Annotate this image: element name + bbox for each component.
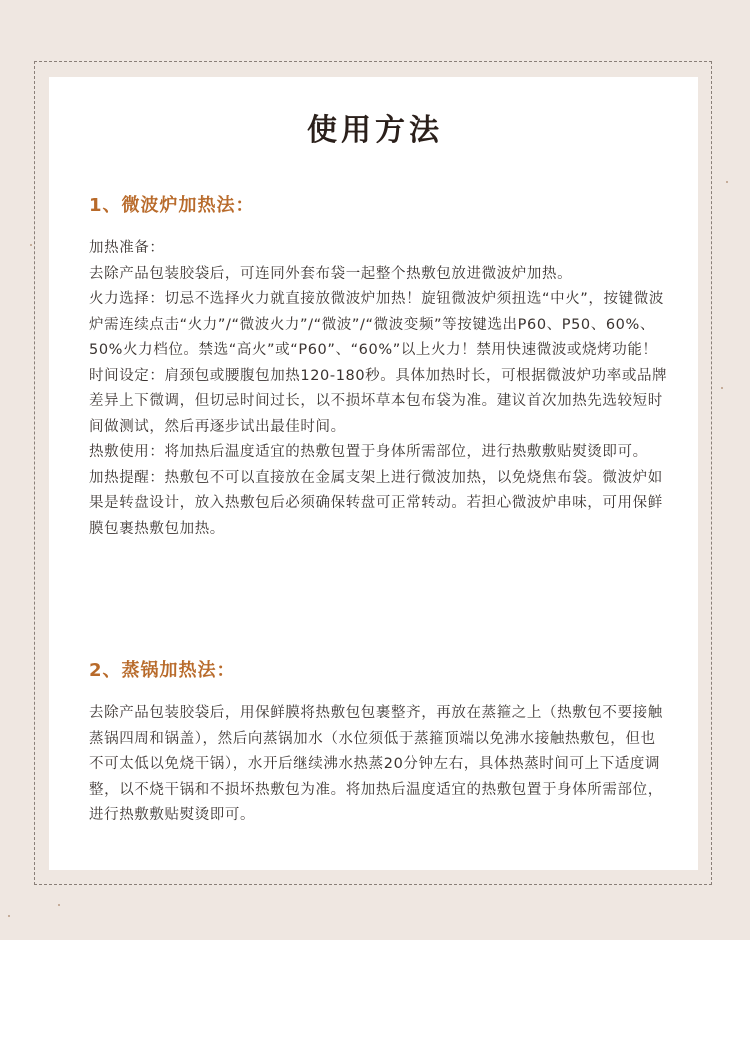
section-heading-microwave: 1、微波炉加热法： xyxy=(89,195,255,216)
paragraph-reminder: 加热提醒：热敷包不可以直接放在金属支架上进行微波加热，以免烧焦布袋。微波炉如果是转盘设计，放入热敷包后必须确保转盘可正常转动。若担心微波炉串味，可用保鲜膜包裹热敷包加热。 xyxy=(89,469,663,537)
decorative-speck xyxy=(726,181,728,183)
decorative-speck xyxy=(8,915,10,917)
decorative-speck xyxy=(58,904,60,906)
section-body-microwave xyxy=(89,236,669,542)
paragraph-time: 时间设定：肩颈包或腰腹包加热120-180秒。具体加热时长，可根据微波炉功率或品牌差异上下微调，但切忌时间过长，以不损坏草本包布袋为准。建议首次加热先选较短时间做测试，然后再逐步试出最佳时间。 xyxy=(89,367,668,435)
paragraph-prep-label: 加热准备： xyxy=(89,240,165,256)
decorative-speck xyxy=(30,244,32,246)
paragraph-prep: 去除产品包装胶袋后，可连同外套布袋一起整个热敷包放进微波炉加热。 xyxy=(89,265,573,282)
paragraph-power: 火力选择：切忌不选择火力就直接放微波炉加热！旋钮微波炉须扭选“中火”，按键微波炉需连续点击“火力”/“微波火力”/“微波”/“微波变频”等按键选出P60、P50、60%、50%火力档位。禁选“高火”或“P60”、“60%”以上火力！禁用快速微波或烧烤功能！ xyxy=(89,291,664,358)
paragraph-usage: 热敷使用：将加热后温度适宜的热敷包置于身体所需部位，进行热敷敷贴熨烫即可。 xyxy=(89,444,648,460)
page-title: 使用方法 xyxy=(307,113,443,148)
paragraph-steamer: 去除产品包装胶袋后，用保鲜膜将热敷包包裹整齐，再放在蒸箍之上（热敷包不要接触蒸锅四周和锅盖），然后向蒸锅加水（水位须低于蒸箍顶端以免沸水接触热敷包，但也不可太低以免烧干锅），水开后继续沸水热蒸20分钟左右，具体热蒸时间可上下适度调整，以不烧干锅和不损坏热敷包为准。将加热后温度适宜的热敷包置于身体所需部位，进行热敷敷贴熨烫即可。 xyxy=(89,705,663,823)
decorative-speck xyxy=(721,387,723,389)
section-body-steamer xyxy=(89,701,669,829)
section-heading-steamer: 2、蒸锅加热法： xyxy=(89,660,236,681)
